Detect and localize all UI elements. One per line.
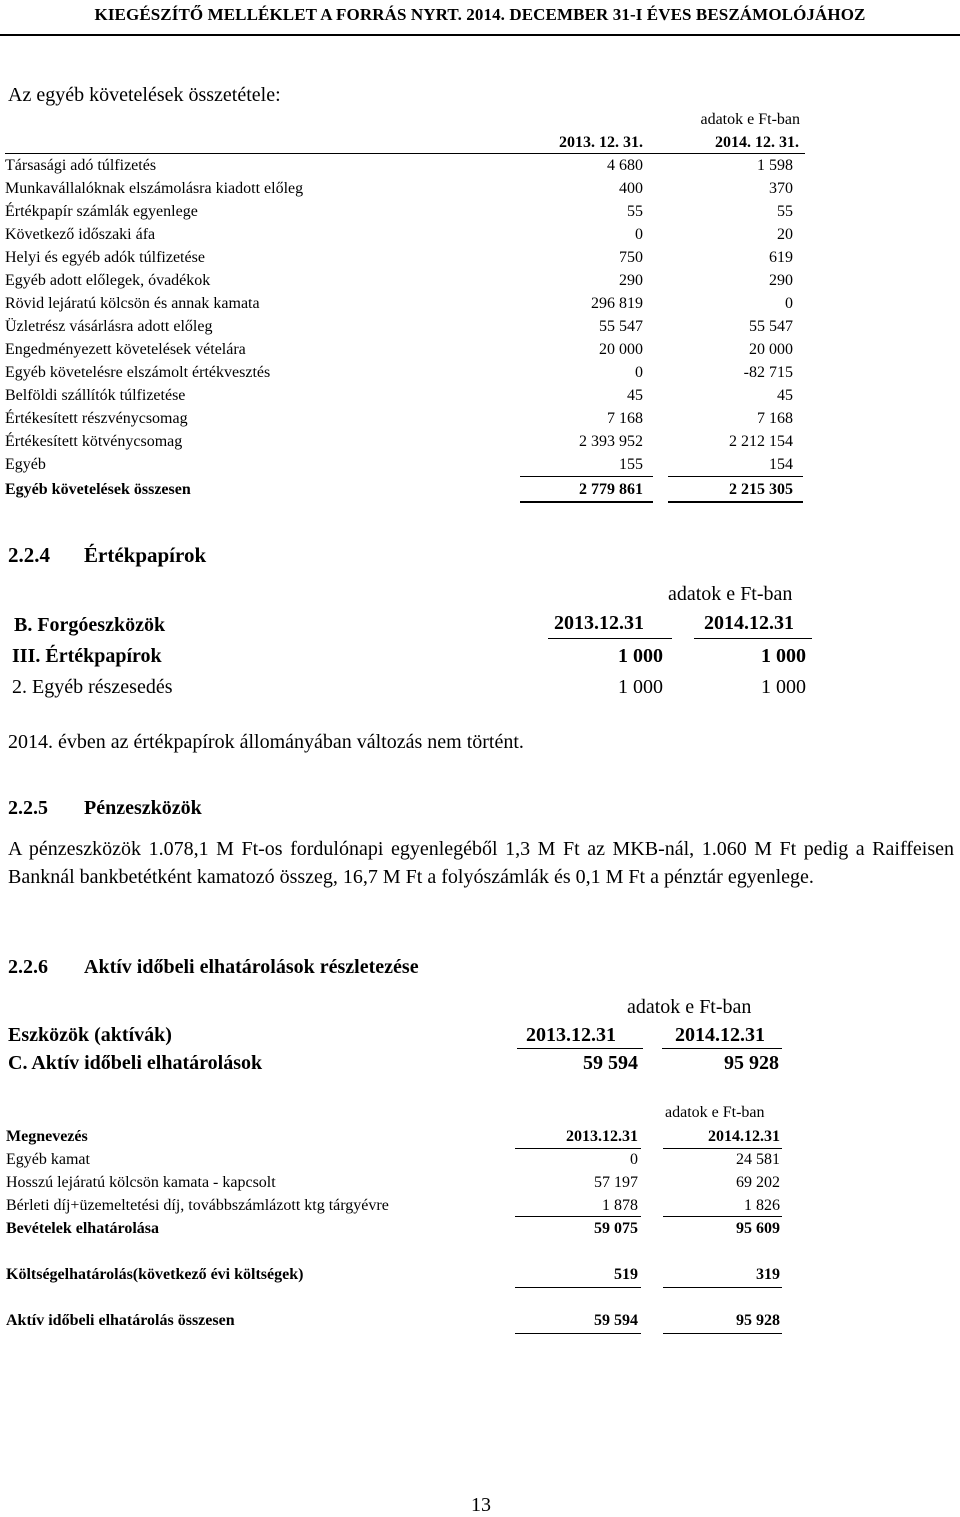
row-value-2013: 55	[627, 203, 643, 220]
accruals-heading: 2.2.6 Aktív időbeli elhatárolások részletezése	[8, 956, 419, 978]
total-rule-2014	[668, 476, 803, 477]
row-value-2013: 0	[635, 364, 643, 381]
total-rule-2013	[520, 476, 653, 477]
row-value-2013: 290	[619, 272, 643, 289]
detail-row-2014: 1 826	[744, 1197, 780, 1214]
detail-col-rule-2013	[515, 1148, 641, 1149]
detail-total-rule-2013	[515, 1333, 641, 1334]
row-value-2014: -82 715	[743, 364, 793, 381]
row-value-2014: 2 212 154	[729, 433, 793, 450]
table-row	[5, 407, 805, 430]
row-value-2014: 0	[785, 295, 793, 312]
detail-total-label: Aktív időbeli elhatárolás összesen	[6, 1312, 235, 1329]
table-row	[5, 200, 805, 223]
total-double-2014	[668, 501, 803, 503]
row-value-2013: 155	[619, 456, 643, 473]
cash-heading: 2.2.5 Pénzeszközök	[8, 797, 202, 819]
row-value-2014: 154	[769, 456, 793, 473]
row-value-2013: 4 680	[607, 157, 643, 174]
detail-row-label: Egyéb kamat	[6, 1151, 90, 1168]
col-2013-header: 2013. 12. 31.	[559, 134, 643, 151]
detail-col-rule-2014	[663, 1148, 782, 1149]
table-row	[5, 384, 805, 407]
securities-row2-2014: 1 000	[761, 676, 806, 698]
row-label: Következő időszaki áfa	[5, 226, 156, 243]
securities-note: 2014. évben az értékpapírok állományában változás nem történt.	[8, 731, 524, 753]
detail-unit: adatok e Ft-ban	[665, 1104, 765, 1121]
row-label: Üzletrész vásárlásra adott előleg	[5, 318, 213, 335]
row-value-2013: 45	[627, 387, 643, 404]
detail-revenue-label: Bevételek elhatárolása	[6, 1220, 160, 1237]
row-value-2014: 1 598	[757, 157, 793, 174]
accruals-main-2014: 95 928	[724, 1052, 779, 1074]
header-rule	[0, 34, 960, 36]
accruals-col-rule-2013	[517, 1048, 643, 1049]
row-label: Értékpapír számlák egyenlege	[5, 203, 198, 220]
accruals-main-label: C. Aktív időbeli elhatárolások	[8, 1052, 263, 1074]
table-row	[5, 361, 805, 384]
securities-col-rule-2014	[694, 638, 812, 639]
row-label: Engedményezett követelések vételára	[5, 341, 246, 358]
row-label: Egyéb	[5, 456, 46, 473]
table-row	[5, 338, 805, 361]
detail-cost-2014: 319	[756, 1266, 780, 1283]
accruals-col-rule-2014	[662, 1048, 782, 1049]
accruals-main-2013: 59 594	[583, 1052, 638, 1074]
detail-row-2014: 24 581	[736, 1151, 780, 1168]
accruals-col-2014: 2014.12.31	[675, 1024, 765, 1046]
table-header-row	[5, 131, 805, 154]
row-label: Társasági adó túlfizetés	[5, 157, 157, 174]
table-row	[5, 246, 805, 269]
table-body	[5, 154, 805, 476]
total-2013: 2 779 861	[579, 481, 643, 498]
row-value-2014: 370	[769, 180, 793, 197]
table-row	[5, 269, 805, 292]
detail-cost-2013: 519	[614, 1266, 638, 1283]
detail-revenue-2014: 95 609	[736, 1220, 780, 1237]
detail-row-2013: 1 878	[602, 1197, 638, 1214]
detail-total-2013: 59 594	[594, 1312, 638, 1329]
detail-head-label: Megnevezés	[6, 1128, 88, 1145]
row-value-2014: 619	[769, 249, 793, 266]
securities-col-rule-2013	[548, 638, 672, 639]
row-label: Helyi és egyéb adók túlfizetése	[5, 249, 205, 266]
row-value-2013: 55 547	[599, 318, 643, 335]
detail-col-2013: 2013.12.31	[566, 1128, 638, 1145]
row-value-2013: 20 000	[599, 341, 643, 358]
row-label: Rövid lejáratú kölcsön és annak kamata	[5, 295, 260, 312]
row-value-2013: 7 168	[607, 410, 643, 427]
row-value-2014: 55	[777, 203, 793, 220]
row-value-2013: 2 393 952	[579, 433, 643, 450]
table-row	[5, 453, 805, 476]
row-value-2014: 7 168	[757, 410, 793, 427]
table-row	[5, 223, 805, 246]
total-2014: 2 215 305	[729, 481, 793, 498]
detail-total-rule-2014	[663, 1333, 782, 1334]
detail-cost-rule-2013	[515, 1287, 641, 1288]
row-value-2014: 55 547	[749, 318, 793, 335]
cash-paragraph: A pénzeszközök 1.078,1 M Ft-os fordulónapi egyenlegéből 1,3 M Ft az MKB-nál, 1.060 M Ft pedig a Raiffeisen Banknál bankbetétként kamatozó összeg, 16,7 M Ft a folyószámlák és 0,1 M Ft a pénztár egyenlege.	[8, 838, 954, 888]
row-label: Munkavállalóknak elszámolásra kiadott előleg	[5, 180, 304, 197]
row-value-2013: 750	[619, 249, 643, 266]
row-value-2014: 20 000	[749, 341, 793, 358]
accruals-group-label: Eszközök (aktívák)	[8, 1024, 172, 1046]
accruals-col-2013: 2013.12.31	[526, 1024, 616, 1046]
table-unit-row	[5, 108, 805, 131]
detail-row-2014: 69 202	[736, 1174, 780, 1191]
row-value-2013: 400	[619, 180, 643, 197]
unit-label: adatok e Ft-ban	[700, 111, 800, 128]
row-value-2014: 20	[777, 226, 793, 243]
securities-row2-label: 2. Egyéb részesedés	[12, 676, 173, 698]
col-2014-header: 2014. 12. 31.	[715, 134, 799, 151]
table-row	[5, 430, 805, 453]
detail-row-2013: 0	[630, 1151, 638, 1168]
detail-col-2014: 2014.12.31	[708, 1128, 780, 1145]
row-value-2013: 296 819	[591, 295, 643, 312]
securities-row1-label: III. Értékpapírok	[12, 645, 162, 667]
detail-revenue-2013: 59 075	[594, 1220, 638, 1237]
securities-col-2014: 2014.12.31	[704, 612, 794, 634]
total-label: Egyéb követelések összesen	[5, 481, 191, 498]
row-label: Értékesített kötvénycsomag	[5, 433, 183, 450]
other-receivables-table	[5, 108, 805, 504]
row-label: Belföldi szállítók túlfizetése	[5, 387, 186, 404]
detail-row-label: Hosszú lejáratú kölcsön kamata - kapcsolt	[6, 1174, 276, 1191]
table-row	[5, 177, 805, 200]
row-value-2014: 290	[769, 272, 793, 289]
detail-total-2014: 95 928	[736, 1312, 780, 1329]
table-total-row	[5, 480, 805, 501]
securities-group-label: B. Forgóeszközök	[14, 614, 166, 636]
detail-sub-rule-2014	[663, 1216, 782, 1217]
detail-cost-label: Költségelhatárolás(következő évi költségek)	[6, 1266, 304, 1283]
row-value-2014: 45	[777, 387, 793, 404]
total-double-2013	[520, 501, 653, 503]
securities-row2-2013: 1 000	[618, 676, 663, 698]
page-header: KIEGÉSZÍTŐ MELLÉKLET A FORRÁS NYRT. 2014. DECEMBER 31-I ÉVES BESZÁMOLÓJÁHOZ	[94, 5, 866, 24]
securities-row1-2013: 1 000	[618, 645, 663, 667]
detail-row-2013: 57 197	[594, 1174, 638, 1191]
row-label: Egyéb adott előlegek, óvadékok	[5, 272, 211, 289]
detail-row-label: Bérleti díj+üzemeltetési díj, továbbszámlázott ktg tárgyévre	[6, 1197, 389, 1214]
row-label: Egyéb követelésre elszámolt értékvesztés	[5, 364, 271, 381]
table-row	[5, 315, 805, 338]
detail-cost-rule-2014	[663, 1287, 782, 1288]
row-value-2013: 0	[635, 226, 643, 243]
accruals-unit: adatok e Ft-ban	[627, 996, 752, 1018]
securities-unit: adatok e Ft-ban	[668, 583, 793, 605]
detail-sub-rule-2013	[515, 1216, 641, 1217]
table-row	[5, 154, 805, 177]
table-row	[5, 292, 805, 315]
row-label: Értékesített részvénycsomag	[5, 410, 188, 427]
securities-col-2013: 2013.12.31	[554, 612, 644, 634]
securities-row1-2014: 1 000	[761, 645, 806, 667]
securities-heading: 2.2.4 Értékpapírok	[8, 543, 207, 567]
page-number: 13	[471, 1494, 491, 1516]
other-receivables-intro: Az egyéb követelések összetétele:	[8, 84, 281, 106]
